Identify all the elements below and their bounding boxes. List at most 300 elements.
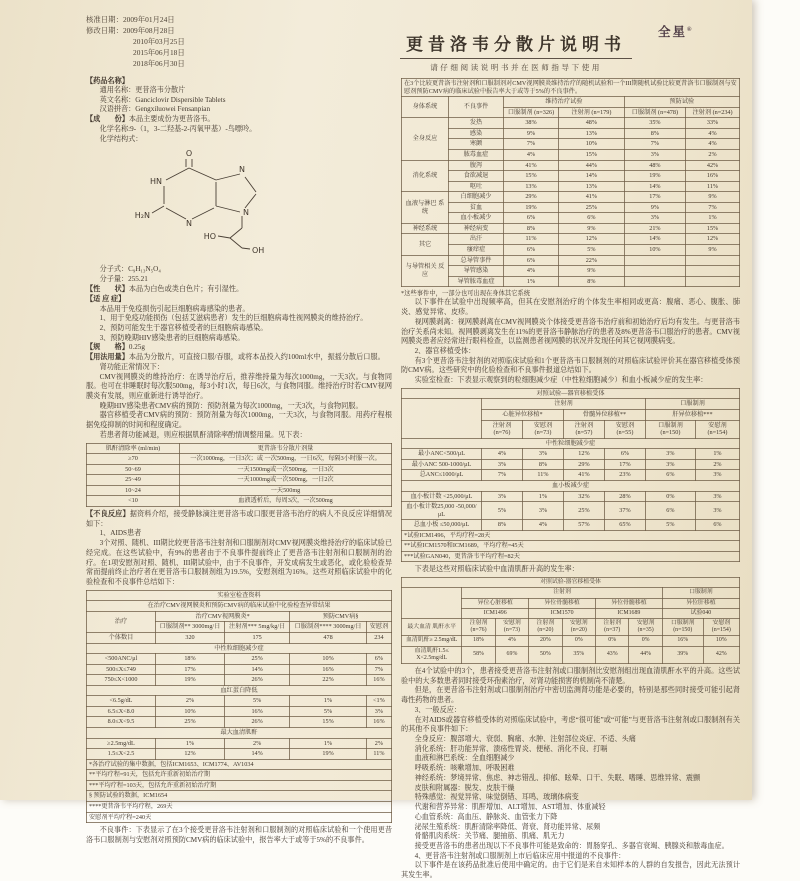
table-cell: 25% (156, 717, 225, 728)
table-row (402, 234, 740, 245)
table-cell: 65% (604, 520, 645, 531)
table-cell: <6.5g/dL (87, 696, 156, 707)
table-cell: 神经病变 (449, 223, 504, 234)
table-row (87, 632, 392, 643)
table-cell: 5% (559, 245, 625, 256)
table-header-cell: 安慰剂 (n=154) (703, 618, 739, 635)
lab-results-table (86, 590, 392, 823)
table-cell: 2% (686, 149, 740, 160)
paragraph: 骨骼肌肉系统：关节痛、腿抽筋、肌痛、肌无力 (414, 832, 565, 841)
paragraph: 英文名称：Ganciclovir Dispersible Tablets (99, 95, 226, 104)
approved-date: 核准日期：2009年01月24日 (86, 15, 175, 24)
paragraph: 2010年03月25日 (133, 37, 185, 47)
table-row (87, 485, 392, 496)
table-cell: *各治疗试验的集中数据，包括ICM1653、ICM1774、AV1034 (87, 759, 392, 770)
table-cell (402, 588, 462, 619)
table-header-cell: 口服制剂 (n=150) (645, 420, 695, 438)
page-subtitle: 请仔细阅读说明书并在医师指导下使用 (430, 63, 602, 72)
paragraph: 分子量：255.21 (99, 275, 148, 284)
table-cell: 9% (686, 192, 740, 203)
usage-text: 本品为分散片，可直接口服/吞服，或将本品投入约100ml水中，振摇分散后口服。 (128, 353, 385, 362)
table-cell: 16% (290, 664, 367, 675)
table-row (402, 438, 740, 449)
traits-text: 本品为白色或类白色片；有引湿性。 (128, 284, 244, 293)
table-cell: 6% (559, 213, 625, 224)
table-cell: ****更昔洛韦平均疗程，269天 (87, 801, 392, 812)
chemical-name-lines (86, 125, 392, 144)
table-cell: 2% (225, 738, 290, 749)
paragraph: 2、预防可能发生于器官移植受者的巨细胞病毒感染。 (99, 323, 268, 332)
table-cell: ≥2.5mg/dL (87, 738, 156, 749)
section-spec (86, 343, 392, 353)
table-cell: 22% (290, 675, 367, 686)
paragraph: 1、用于免疫功能损伤（包括艾滋病患者）发生的巨细胞病毒性视网膜炎的维持治疗。 (99, 314, 368, 323)
paragraph: 晚期HIV感染患者CMV病的预防：预防剂量为每次1000mg，一天3次，与食物同服。 (99, 401, 363, 410)
table-cell: 14% (225, 749, 290, 760)
table-cell: 3% (624, 213, 685, 224)
table-cell: 血小板减少 (449, 213, 504, 224)
table-cell: 9% (504, 128, 559, 139)
atom-label: O (185, 149, 193, 159)
table-cell: 神经系统 (402, 223, 449, 234)
table-cell: 41% (559, 192, 625, 203)
table-cell: 17% (156, 664, 225, 675)
table-cell: 7% (366, 664, 391, 675)
table-header-cell: 骨髓异位移植** (563, 410, 645, 421)
table-cell: 1% (695, 449, 739, 460)
table-header-cell: 口服制剂** 3000mg/日 (156, 622, 225, 633)
table-cell: 6% (695, 520, 739, 531)
table-row (87, 812, 392, 823)
table-header-cell: 安慰剂 (n=154) (695, 420, 739, 438)
table-cell: 5% (290, 706, 367, 717)
paragraph: 泌尿生殖系统：肌酐清除率降低、肾衰、肾功能异常、尿频 (414, 822, 601, 831)
table-header-cell: 预防试验 (624, 97, 739, 108)
table-header-cell: 血小板减少症 (402, 480, 740, 491)
table-cell: 总导管事件 (449, 255, 504, 266)
table-cell: 16% (366, 717, 391, 728)
table-cell: 11% (686, 181, 740, 192)
table-cell: 发热 (449, 118, 504, 129)
table-row (402, 255, 740, 266)
usage-heading: 【用法用量】 (86, 353, 129, 362)
paragraph: 1、AIDS患者 (99, 529, 142, 538)
table-cell: 17% (604, 459, 645, 470)
paragraph: 以下事件是在该药品批准后使用中确定的。由于它们是来自未知样本的人群的自发报告，因此无法预计其发生率。 (401, 861, 740, 880)
table-row (87, 770, 392, 781)
table-cell: 16% (686, 171, 740, 182)
table-cell (624, 276, 685, 287)
table-cell: 16% (366, 675, 391, 686)
table-row (87, 685, 392, 696)
paragraph: 但是，在更昔洛韦注射剂或口服制剂治疗中密切监测肾功能是必要的，特别是那些同时接受可能引起肾毒性药物的患者。 (401, 686, 740, 705)
table-cell: 6% (645, 470, 695, 481)
table-cell: 总ANC≤1000/μL (402, 470, 482, 481)
paragraph: 呼吸系统：咳嗽增加、呼吸困难 (414, 764, 515, 773)
registered-mark: ® (687, 26, 694, 33)
table-cell: 4% (522, 520, 563, 531)
table-cell: 4% (495, 636, 528, 646)
table-header-cell: 肌酐清除率 (ml/min) (87, 443, 180, 454)
paragraph: CMV视网膜炎的维持治疗：在诱导治疗后，推荐维持量为每次1000mg，一天3次。与食物同服。也可在非睡眠时每次服500mg，每3小时1次，每日6次，与食物同服。维持治疗时若CMV视网膜炎有发展，则应重新进行诱导治疗。 (86, 372, 392, 400)
table-cell: 1% (522, 491, 563, 502)
table-row (87, 454, 392, 465)
table-cell: 14% (624, 181, 685, 192)
table-header-cell: 异位心脏移植 (462, 598, 529, 608)
table-cell: 1% (290, 738, 367, 749)
paragraph: 在对AIDS或器官移植受体的对照临床试验中，考虑“很可能”或“可能”与更昔洛韦注射剂或口服制剂有关的其他不良事件如下： (401, 715, 740, 734)
paragraph: 化学名称:9-（1，3-二羟基-2-丙氧甲基）-鸟嘌呤。 (99, 124, 257, 133)
table-cell: 3% (695, 491, 739, 502)
table-cell: 38% (504, 118, 559, 129)
atom-label: HO (203, 232, 216, 242)
atom-label: N (186, 219, 192, 229)
table-cell: 9% (559, 223, 625, 234)
table-cell: 9% (624, 202, 685, 213)
table-cell: 3% (482, 459, 523, 470)
table-cell: 29% (504, 192, 559, 203)
table-cell: 23% (604, 470, 645, 481)
table-cell: 19% (624, 171, 685, 182)
table-header-cell: 中性粒细胞减少症 (87, 643, 392, 654)
table-cell: 48% (624, 160, 685, 171)
table-cell: 234 (366, 632, 391, 643)
table-header-cell: 心脏异位移植* (482, 410, 564, 421)
table-row (402, 502, 740, 520)
table-cell (686, 276, 740, 287)
table-cell: 0% (596, 636, 629, 646)
paragraph: 以下事件在试验中出现频率高，但其在安慰剂治疗的个体发生率相同或更高：腹痛、恶心、腹胀、肺炎、感觉异常、皮疹。 (401, 298, 740, 317)
table-cell (402, 399, 482, 438)
table-cell (686, 255, 740, 266)
table-cell: 16% (662, 636, 703, 646)
table-header-cell: 对照试验-器官移植受体 (402, 578, 740, 588)
table-header-cell: ICM1570 (529, 608, 596, 618)
table-cell: 13% (559, 181, 625, 192)
table-header-cell: 注射剂 (n=76) (462, 618, 495, 635)
table-cell: 2% (695, 459, 739, 470)
table-cell: 6% (366, 654, 391, 665)
table-cell (686, 266, 740, 277)
table-cell: 贫血 (449, 202, 504, 213)
table-row (87, 590, 392, 601)
section-usage (86, 353, 392, 363)
table-cell: 320 (156, 632, 225, 643)
table-cell: 175 (225, 632, 290, 643)
table-header-cell: ICM1689 (596, 608, 663, 618)
table-row (87, 738, 392, 749)
table-header-cell: 口服制剂 (n=326) (504, 107, 559, 118)
paragraph: 肾功能正常情况下： (99, 362, 164, 371)
table-row (402, 388, 740, 399)
table-cell: *试验ICM1496，平均疗程=28天 (402, 530, 740, 541)
paragraph: 消化系统：肝功能异常、溃疡性胃炎、便秘、消化不良、打嗝 (414, 744, 608, 753)
table-cell: 42% (686, 160, 740, 171)
table-row (402, 181, 740, 192)
table-cell: 一次1000mg，一日3次；或 一次500mg，一日6次，每隔3小时服一次。 (180, 454, 392, 465)
composition-text: 本品主要成份为更昔洛韦。 (128, 115, 215, 124)
table-header-cell: 最大血清肌酐 (87, 728, 392, 739)
table-row (87, 475, 392, 486)
spec-heading: 【规 格】 (86, 343, 129, 352)
table-cell: 18% (462, 636, 495, 646)
table-cell: 个体数目 (87, 632, 156, 643)
table-cell: 0% (645, 491, 695, 502)
table-row (402, 266, 740, 277)
table-header-cell: 注射剂 (n=179) (559, 107, 625, 118)
table-row (87, 706, 392, 717)
table-cell: 25% (559, 202, 625, 213)
table-cell: 35% (562, 646, 595, 663)
table-cell: 69% (495, 646, 528, 663)
table-row (402, 618, 740, 635)
table-cell: 19% (504, 202, 559, 213)
paragraph: 在4个试验中的3个，患者接受更昔洛韦注射剂或口服制剂比安慰剂组出现血清肌酐水平的升高。这些试验中的大多数患者同时接受环孢素治疗，对肾功能损害的机制尚不清楚。 (401, 667, 740, 685)
table-header-cell: 异位肝移植 (662, 598, 739, 608)
table-cell: 3% (695, 502, 739, 520)
table-row (402, 79, 740, 97)
indications-paragraphs (86, 305, 392, 344)
table-cell: 7% (482, 470, 523, 481)
table-cell: 3% (482, 491, 523, 502)
table-cell: ≥70 (87, 454, 180, 465)
retinal-paragraphs (401, 298, 740, 385)
table-cell: 26% (225, 717, 290, 728)
page-header (86, 14, 740, 76)
table-cell: ***试验GAN040，更昔洛韦平均疗程=82天 (402, 551, 740, 562)
table-row (402, 213, 740, 224)
composition-heading: 【成 份】 (86, 115, 129, 124)
table-row (87, 728, 392, 739)
table-cell: 安慰剂平均疗程=240天 (87, 812, 392, 823)
table-cell: 18% (156, 654, 225, 665)
table-header-cell: 肝异位移植*** (645, 410, 739, 421)
table-cell: 11% (504, 234, 559, 245)
table-cell: 3% (645, 449, 695, 460)
paragraph: 神经系统：梦境异常、焦虑、神志错乱、抑郁、眩晕、口干、失眠、嗜睡、思维异常、震颤 (414, 773, 701, 782)
table-cell: 33% (686, 118, 740, 129)
table-cell: 8.0≤X<9.5 (87, 717, 156, 728)
table-cell: 15% (686, 223, 740, 234)
table-cell: 最小ANC 500-1000/μL (402, 459, 482, 470)
table-cell: 32% (563, 491, 604, 502)
table-cell: 11% (366, 749, 391, 760)
table-cell: 3% (645, 459, 695, 470)
table-cell: 0% (629, 636, 662, 646)
table-cell: 食欲减退 (449, 171, 504, 182)
chemical-structure-diagram (114, 146, 294, 258)
table-cell: 11% (522, 470, 563, 481)
table-header-cell: 安慰剂 (n=55) (604, 420, 645, 438)
paragraph: 3、一般反应： (414, 705, 461, 714)
table-cell: 3% (522, 449, 563, 460)
table-cell: 48% (559, 118, 625, 129)
table-row (402, 192, 740, 203)
table-cell: 血小板计数25,000 -50,000/μL (402, 502, 482, 520)
table-cell: 15% (290, 717, 367, 728)
table-header-cell: 安慰剂 (n=20) (562, 618, 595, 635)
table-cell: <1% (366, 696, 391, 707)
table-cell: 呕吐 (449, 181, 504, 192)
table-cell (624, 266, 685, 277)
paragraph: 3、预防晚期HIV感染患者的巨细胞病毒感染。 (99, 333, 245, 342)
table-row (402, 551, 740, 562)
section-traits (86, 285, 392, 295)
table-row (87, 749, 392, 760)
table-cell: 14% (624, 234, 685, 245)
table-cell: 总血小板 ≤50,000/μL (402, 520, 482, 531)
table-cell: 10% (624, 245, 685, 256)
table-cell: 17% (624, 192, 685, 203)
table-cell: 8% (482, 520, 523, 531)
table-cell: 2% (366, 738, 391, 749)
section-composition (86, 115, 392, 125)
table-header-cell: 安慰剂 (366, 622, 391, 633)
table-cell: 4% (686, 139, 740, 150)
table-cell: 25% (225, 654, 290, 665)
table-cell: 58% (462, 646, 495, 663)
renal-dose-table (86, 443, 392, 507)
atom-label: HN (150, 177, 162, 187)
table-cell: 41% (504, 160, 559, 171)
table-cell: 一天500mg (180, 485, 392, 496)
table-header-cell: 安慰剂 (n=73) (495, 618, 528, 635)
paragraph: 2015年06月18日 (133, 48, 185, 58)
table-cell: 血小板计数 <25,000/μL (402, 491, 482, 502)
paragraph: 接受更昔洛韦的患者出现以下不良事件可能是致命的：胃肠穿孔、多器官衰竭、胰腺炎和脓毒血症。 (414, 841, 729, 850)
paragraph: 汉语拼音：Gengxiluowei Fensanpian (99, 105, 211, 114)
page-title: 更昔洛韦分散片说明书 (400, 30, 632, 59)
table-header-cell: 不良事件 (449, 97, 504, 118)
table-cell: **平均疗程=91天，包括允许重新初始治疗期 (87, 770, 392, 781)
table-cell: 10% (703, 636, 739, 646)
table-cell: 50% (529, 646, 562, 663)
table-cell: 感染 (449, 128, 504, 139)
paragraph: 血液和淋巴系统：全血细胞减少 (414, 754, 515, 763)
table-cell: 8% (522, 459, 563, 470)
table-row (402, 470, 740, 481)
section-drug-name-heading: 【药品名称】 (86, 77, 129, 85)
table-cell: 750≤X<1000 (87, 675, 156, 686)
table-header-cell: 异位骨髓移植 (596, 598, 663, 608)
table-cell: 12% (563, 449, 604, 460)
table-cell: 3% (695, 470, 739, 481)
paragraph: 本品用于免疫损伤引起巨细胞病毒感染的患者。 (99, 304, 250, 313)
brand-logo (658, 22, 694, 40)
table-cell: 2% (156, 696, 225, 707)
table-row (402, 223, 740, 234)
table-header-cell: 试验040 (662, 608, 739, 618)
table-header-cell: 注射剂 (n=20) (529, 618, 562, 635)
table-cell: 血清肌酐≥ 2.5mg/dL (402, 636, 462, 646)
table-cell: 1.5≤X<2.5 (87, 749, 156, 760)
table-cell: 0% (562, 636, 595, 646)
paragraph: 2、器官移植受体： (414, 347, 476, 356)
table-row (402, 588, 740, 598)
table-cell: 全身反应 (402, 118, 449, 160)
table-cell: 6% (504, 213, 559, 224)
two-column-body (86, 76, 740, 880)
table-row (402, 149, 740, 160)
table-cell: 57% (563, 520, 604, 531)
table-row (402, 97, 740, 108)
table-header-cell: 注射剂 (n=234) (686, 107, 740, 118)
paragraph: 分子式：C₉H₁₃N₅O₄ (99, 265, 161, 274)
table-cell: 4% (504, 149, 559, 160)
table-cell: 6% (645, 502, 695, 520)
table-cell: 19% (290, 749, 367, 760)
table-header-cell: 口服制剂 (n=150) (662, 618, 703, 635)
table-cell: 25% (563, 502, 604, 520)
table-cell: <500ANC/μl (87, 654, 156, 665)
table-header-cell: 血红蛋白降低 (87, 685, 392, 696)
table-header-cell: 治疗 (87, 611, 156, 632)
table-cell: 26% (225, 675, 290, 686)
title-block (316, 30, 716, 73)
table-cell: 血液透析后，每周3次，一次500mg (180, 496, 392, 507)
paragraph: 全身反应：腹部增大、衰弱、胸痛、水肿、注射部位炎症、不适、头痛 (414, 735, 636, 744)
table-cell: 43% (596, 646, 629, 663)
table-cell: 在3个比较更昔洛韦注射剂和口服制剂对CMV视网膜炎维持治疗的随机试验和一个III期随机试验比较更昔洛韦口服制剂与安慰剂预防CMV病的临床试验中报告率大于或等于5%的不良事件。 (402, 79, 740, 97)
table-row (87, 696, 392, 707)
table-cell: 35% (624, 118, 685, 129)
adverse-heading: 【不良反应】 (86, 509, 130, 518)
table-header-cell: 注射剂 (482, 399, 646, 410)
table-cell: 15% (504, 171, 559, 182)
table-cell: 7% (686, 202, 740, 213)
table-header-cell: 口服制剂**** 3000mg/日 (290, 622, 367, 633)
paragraph: 化学结构式： (99, 134, 143, 143)
atom-label: OH (252, 246, 265, 256)
paragraph: 3个对照、随机、III期比较更昔洛韦注射剂和口服制剂对CMV视网膜炎维持治疗的临床试验已经完成。在这些试验中，有9%的患者由于不良事件提前终止了更昔洛韦注射剂和口服制剂的治疗。在1项安慰剂对照、随机、III期试验中，由于不良事件，开发成病发生或恶化，或化验检查异常而提前终止治疗者在更昔洛韦口服制剂组为19.5%，安慰剂组为16%。这些对照临床试验中的化验检查和不良事件总结如下： (86, 539, 392, 586)
section-adverse (86, 510, 392, 529)
table-cell: 6% (504, 255, 559, 266)
table-header-cell: 在治疗CMV视网膜炎和预防CMV病的临床试验中化验检查异常结果 (87, 601, 392, 612)
table-row (402, 118, 740, 129)
adverse-text: 据资料介绍，接受静脉滴注更昔洛韦或口服更昔洛韦治疗的病人不良反应详细情况如下： (86, 509, 392, 528)
table-cell: 21% (624, 223, 685, 234)
table-cell: 12% (559, 234, 625, 245)
table-cell: 1% (156, 738, 225, 749)
atom-label: H₂N (134, 211, 150, 221)
brand-logo-text: 全星 (658, 25, 688, 39)
table-row (402, 530, 740, 541)
table-cell: 14% (225, 664, 290, 675)
table-row (402, 541, 740, 552)
table-row (402, 480, 740, 491)
table-header-cell: ICM1496 (462, 608, 529, 618)
table-header-cell: 注射剂 (n=57) (563, 420, 604, 438)
table-header-cell: 维持治疗试验 (504, 97, 625, 108)
table-row (87, 801, 392, 812)
table-header-cell: 更昔洛韦分散片剂量 (180, 443, 392, 454)
table-row (87, 759, 392, 770)
table-cell: 22% (559, 255, 625, 266)
table-row (87, 496, 392, 507)
table-row (87, 664, 392, 675)
paragraph: 2018年06月30日 (133, 59, 185, 69)
table-cell: 4% (504, 266, 559, 277)
table-header-cell: 注射剂 (n=37) (596, 618, 629, 635)
table-row (402, 646, 740, 663)
adverse-events-table (401, 78, 740, 287)
table-cell: 6% (604, 449, 645, 460)
table-cell: 25~49 (87, 475, 180, 486)
table-cell: 44% (629, 646, 662, 663)
table-row (402, 171, 740, 182)
table-row (402, 520, 740, 531)
adverse-events-note: 不良事件：下表显示了在3个接受更昔洛韦注射剂和口服制剂的对照临床试验和一个使用更昔洛韦口服制剂与安慰剂对照预防CMV病的临床试验中，报告率大于或等于5%的不良事件。 (86, 826, 392, 844)
